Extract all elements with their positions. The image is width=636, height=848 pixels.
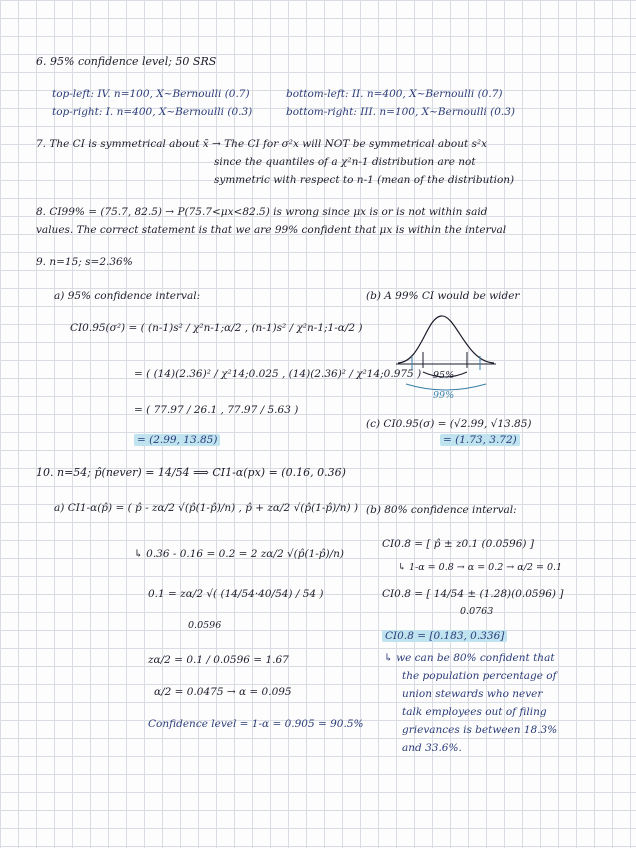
q10-b-answer: CI0.8 = [0.183, 0.336] [382,630,507,642]
q9-b-answer: (b) A 99% CI would be wider [366,290,520,302]
q10-b-line-4: ↳ we can be 80% confident that [384,652,555,664]
q6-bottom-left: bottom-left: II. n=400, X~Bernoulli (0.7) [286,88,503,100]
q10-b-line-5: the population percentage of [402,670,557,682]
q10-a-line-2: ↳ 0.36 - 0.16 = 0.2 = 2 zα/2 √(p̂(1-p̂)/n) [134,548,345,560]
curve-outer-label: 99% [433,390,455,401]
q10-b-line-8: grievances is between 18.3% [402,724,558,736]
q10-a-line-5: α/2 = 0.0475 → α = 0.095 [154,686,292,698]
q9-answer-c: = (1.73, 3.72) [440,434,520,446]
q10-b-underbrace-value: 0.0763 [460,606,494,617]
q10-b-line-3: CI0.8 = [ 14/54 ± (1.28)(0.0596) ] [382,588,564,600]
q10-b-line-1: CI0.8 = [ p̂ ± z0.1 (0.0596) ] [382,538,534,550]
q6-heading: 6. 95% confidence level; 50 SRS [36,55,217,68]
q10-heading: 10. n=54; p̂(never) = 14/54 ⟹ CI1-α(px) = (0.16, 0.36) [36,466,346,479]
curve-inner-label: 95% [433,370,455,381]
q9-c-answer: (c) CI0.95(σ) = (√2.99, √13.85) [366,418,532,430]
q7-line-3: symmetric with respect to n-1 (mean of the distribution) [214,174,515,186]
q10-a-conclusion: Confidence level = 1-α = 0.905 = 90.5% [148,718,364,730]
q10-b-line-2: ↳ 1-α = 0.8 → α = 0.2 → α/2 = 0.1 [398,562,563,573]
q8-line-1: 8. CI99% = (75.7, 82.5) → P(75.7<μx<82.5) is wrong since μx is or is not within said [36,206,488,218]
bell-curve-sketch [396,308,496,398]
q9-formula-2: = ( (14)(2.36)² / χ²14;0.025 , (14)(2.36)² / χ²14;0.975 ) [134,368,422,380]
q6-top-left: top-left: IV. n=100, X~Bernoulli (0.7) [52,88,250,100]
q9-formula-3: = ( 77.97 / 26.1 , 77.97 / 5.63 ) [134,404,299,416]
q8-line-2: values. The correct statement is that we are 99% confident that μx is within the interval [36,224,507,236]
q10-a-line-3: 0.1 = zα/2 √( (14/54·40/54) / 54 ) [148,588,324,600]
q10-a-underbrace-value: 0.0596 [188,620,222,631]
q10-b-line-9: and 33.6%. [402,742,462,754]
q10-b-line-6: union stewards who never [402,688,543,700]
q9-answer-a: = (2.99, 13.85) [134,434,220,446]
q7-line-2: since the quantiles of a χ²n-1 distribution are not [214,156,476,168]
q9-formula-1: CI0.95(σ²) = ( (n-1)s² / χ²n-1;α/2 , (n-1)s² / χ²n-1;1-α/2 ) [70,322,363,334]
q9-a-heading: a) 95% confidence interval: [54,290,201,302]
q10-a-line-4: zα/2 = 0.1 / 0.0596 = 1.67 [148,654,289,666]
q10-b-heading: (b) 80% confidence interval: [366,504,517,516]
q6-top-right: top-right: I. n=400, X~Bernoulli (0.3) [52,106,253,118]
q6-bottom-right: bottom-right: III. n=100, X~Bernoulli (0.3) [286,106,516,118]
q10-b-line-7: talk employees out of filing [402,706,547,718]
q9-heading: 9. n=15; s=2.36% [36,256,133,268]
q10-a-line-1: a) CI1-α(p̂) = ( p̂ - zα/2 √(p̂(1-p̂)/n) , p̂ + zα/2 √(p̂(1-p̂)/n) ) [54,502,359,514]
q7-line-1: 7. The CI is symmetrical about x̄ → The CI for σ²x will NOT be symmetrical about s²x [36,138,488,150]
